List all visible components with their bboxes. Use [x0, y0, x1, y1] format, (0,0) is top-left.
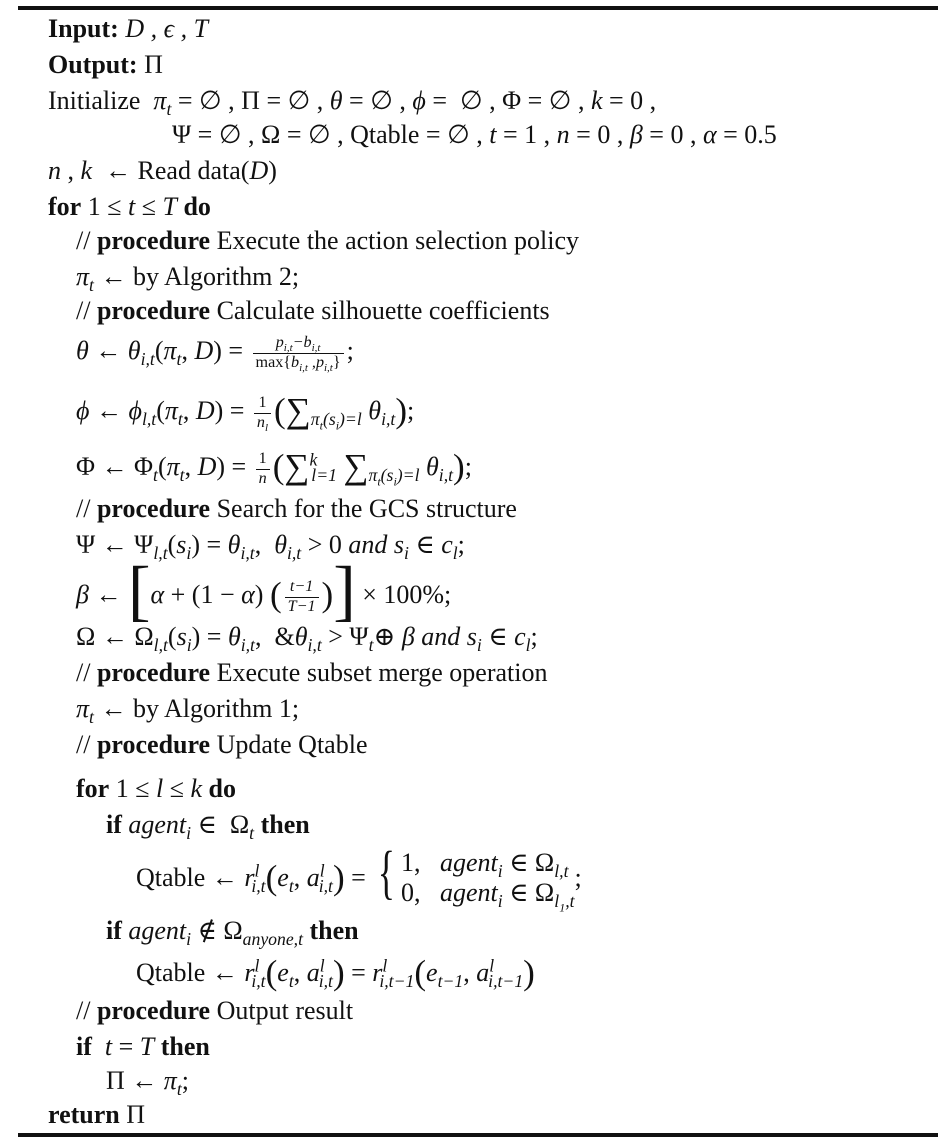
- input-value: D , ϵ , T: [125, 14, 209, 43]
- output-value: Π: [144, 50, 163, 79]
- phi-line: ϕ ← $\phi_{l,t}(\pi_t$, D) = $\frac{1}{n_l}$ ($\sum_{\pi_t(s_i)=l}$ $\theta_{i,t}$);: [76, 391, 415, 434]
- if-t-equals-T-line: if t = T then: [76, 1032, 210, 1061]
- comment-text-6: Output result: [216, 996, 354, 1025]
- read-data-line: n , k ← Read data(D): [48, 156, 277, 185]
- init-line-2: Ψ = ∅ , Ω = ∅ , Qtable = ∅ , t = 1 , n = 0 , β = 0 , α = 0.5: [172, 120, 777, 149]
- output-label: Output:: [48, 50, 138, 79]
- top-rule: [18, 6, 938, 10]
- if-agent-in-line: if agent$_i$ ∈ $\Omega_t$ then: [106, 810, 310, 844]
- comment-text-2: Calculate silhouette coefficients: [216, 296, 550, 325]
- comment-text-1: Execute the action selection policy: [216, 226, 580, 255]
- assign-line: Π ← $\pi_t$;: [106, 1066, 189, 1100]
- Phi-line: Φ ← $\Phi_t(\pi_t$, D) = $\frac{1}{n}$ (∑$^k_{l=1}$ $\sum_{\pi_t(s_i)=l}$ $\theta_{i,t}$);: [76, 447, 472, 489]
- comment-text-3: Search for the GCS structure: [216, 494, 517, 523]
- Omega-line: Ω ← $\Omega_{l,t}(s_i) = \theta_{i,t}$, $\&\theta_{i,t}$ > $\Psi_t\oplus$ β and $s_i$ ∈ $c_l$;: [76, 622, 538, 656]
- for-t-line: for 1 ≤ t ≤ T do: [48, 192, 211, 221]
- comment-line-5: // procedure Update Qtable: [76, 730, 368, 759]
- comment-text-4: Execute subset merge operation: [216, 658, 548, 687]
- theta-line: θ ← $\theta_{i,t}(\pi_t$, D) = $\frac{p_{i,t}-b_{i,t}}{\max\{b_{i,t} ,p_{i,t}\}}$ ;: [76, 334, 354, 374]
- pi-alg1-line: $\pi_t$ ← by Algorithm 1;: [76, 694, 300, 728]
- Psi-line: Ψ ← $\Psi_{l,t}(s_i) = \theta_{i,t}$, $\theta_{i,t} > 0$ and $s_i$ ∈ $c_l$;: [76, 530, 465, 564]
- qtable-update-line: Qtable ← $r^l_{i,t}(e_t$, $a^l_{i,t}) = r^l_{i,t-1}(e_{t-1}$, $a^l_{i,t-1}$): [136, 953, 535, 992]
- input-line: [48, 14, 208, 44]
- comment-line-6: // procedure Output result: [76, 996, 354, 1025]
- comment-line-2: // procedure Calculate silhouette coefficients: [76, 296, 550, 325]
- comment-prefix: //: [76, 226, 91, 255]
- input-label: Input:: [48, 14, 119, 43]
- procedure-keyword: procedure: [96, 226, 211, 255]
- beta-line: β ← [α + (1 − α) ( $\frac{t-1}{T-1}$ )] × 100%;: [76, 553, 452, 628]
- if-agent-notin-line: if agent$_i$ ∉ $\Omega_{anyone,t}$ then: [106, 916, 359, 950]
- qtable-cases-line: Qtable ← $r^l_{i,t}(e_t$, $a^l_{i,t}$) = { 1, agent$_i$ ∈ $\Omega_{l,t}$ 0, agent$_i$ ∈ $\Omega_{l_1,t}$ ;: [136, 838, 582, 915]
- return-line: return Π: [48, 1100, 146, 1129]
- init-line-1: Initialize $\pi_t$ = ∅ , Π = ∅ , θ = ∅ , ϕ = ∅ , Φ = ∅ , k = 0 ,: [48, 86, 657, 120]
- comment-line-1: [76, 226, 579, 256]
- comment-text-5: Update Qtable: [216, 730, 368, 759]
- bottom-rule: [18, 1133, 938, 1137]
- output-line: [48, 50, 163, 80]
- comment-line-3: // procedure Search for the GCS structure: [76, 494, 517, 523]
- comment-line-4: // procedure Execute subset merge operation: [76, 658, 548, 687]
- pi-alg2-line: $\pi_t$ ← by Algorithm 2;: [76, 262, 300, 296]
- for-l-line: for 1 ≤ l ≤ k do: [76, 774, 237, 803]
